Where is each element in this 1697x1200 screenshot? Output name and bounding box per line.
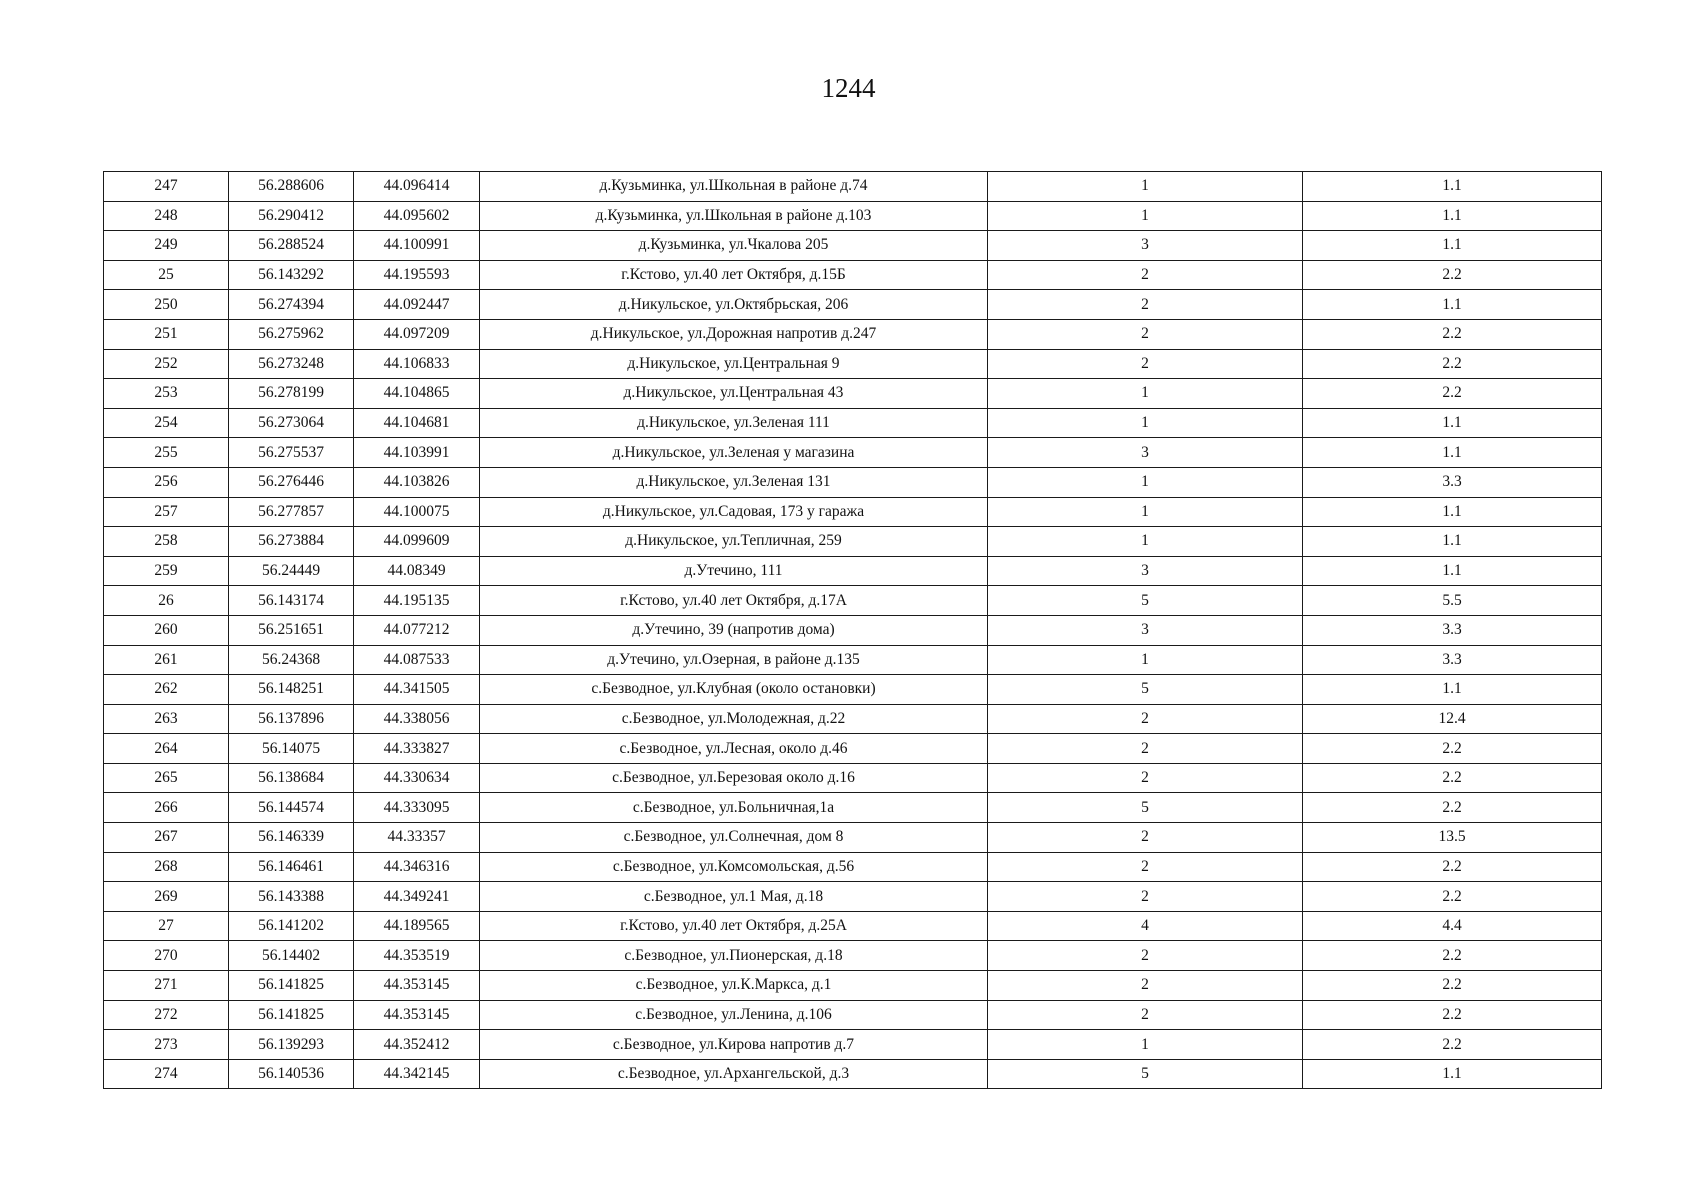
cell-address: д.Никульское, ул.Зеленая у магазина (480, 438, 988, 468)
cell-latitude: 56.273064 (229, 408, 354, 438)
cell-volume: 2.2 (1303, 1030, 1602, 1060)
table-row (104, 1000, 1602, 1030)
cell-longitude: 44.352412 (354, 1030, 480, 1060)
cell-id: 264 (104, 734, 229, 764)
cell-latitude: 56.141202 (229, 911, 354, 941)
cell-latitude: 56.275962 (229, 319, 354, 349)
cell-container-count: 1 (988, 497, 1303, 527)
cell-volume: 1.1 (1303, 1059, 1602, 1089)
cell-id: 248 (104, 201, 229, 231)
cell-longitude: 44.333095 (354, 793, 480, 823)
cell-longitude: 44.353145 (354, 1000, 480, 1030)
cell-address: г.Кстово, ул.40 лет Октября, д.17А (480, 586, 988, 616)
cell-container-count: 2 (988, 882, 1303, 912)
cell-address: д.Утечино, 39 (напротив дома) (480, 615, 988, 645)
cell-longitude: 44.103991 (354, 438, 480, 468)
cell-container-count: 2 (988, 941, 1303, 971)
table-row (104, 556, 1602, 586)
cell-latitude: 56.139293 (229, 1030, 354, 1060)
page-number: 1244 (821, 73, 876, 103)
cell-address: д.Кузьминка, ул.Школьная в районе д.103 (480, 201, 988, 231)
cell-latitude: 56.24368 (229, 645, 354, 675)
cell-latitude: 56.290412 (229, 201, 354, 231)
table-row (104, 823, 1602, 853)
cell-container-count: 4 (988, 911, 1303, 941)
cell-container-count: 5 (988, 793, 1303, 823)
cell-id: 269 (104, 882, 229, 912)
cell-container-count: 2 (988, 260, 1303, 290)
cell-container-count: 1 (988, 201, 1303, 231)
cell-latitude: 56.277857 (229, 497, 354, 527)
cell-latitude: 56.144574 (229, 793, 354, 823)
cell-address: д.Никульское, ул.Центральная 9 (480, 349, 988, 379)
cell-volume: 2.2 (1303, 319, 1602, 349)
cell-longitude: 44.353145 (354, 971, 480, 1001)
cell-longitude: 44.353519 (354, 941, 480, 971)
cell-container-count: 1 (988, 645, 1303, 675)
cell-volume: 5.5 (1303, 586, 1602, 616)
cell-latitude: 56.141825 (229, 1000, 354, 1030)
cell-address: д.Кузьминка, ул.Чкалова 205 (480, 231, 988, 261)
cell-volume: 1.1 (1303, 527, 1602, 557)
table-row (104, 1059, 1602, 1089)
cell-container-count: 2 (988, 763, 1303, 793)
cell-longitude: 44.342145 (354, 1059, 480, 1089)
cell-latitude: 56.148251 (229, 675, 354, 705)
cell-longitude: 44.338056 (354, 704, 480, 734)
table-row (104, 527, 1602, 557)
cell-address: д.Никульское, ул.Тепличная, 259 (480, 527, 988, 557)
cell-id: 247 (104, 172, 229, 202)
cell-volume: 1.1 (1303, 201, 1602, 231)
cell-container-count: 2 (988, 1000, 1303, 1030)
cell-volume: 3.3 (1303, 615, 1602, 645)
cell-address: с.Безводное, ул.Клубная (около остановки) (480, 675, 988, 705)
cell-container-count: 1 (988, 527, 1303, 557)
cell-latitude: 56.273248 (229, 349, 354, 379)
cell-longitude: 44.346316 (354, 852, 480, 882)
table-body (104, 172, 1602, 1089)
cell-longitude: 44.349241 (354, 882, 480, 912)
cell-container-count: 2 (988, 319, 1303, 349)
cell-address: с.Безводное, ул.Молодежная, д.22 (480, 704, 988, 734)
cell-address: с.Безводное, ул.Кирова напротив д.7 (480, 1030, 988, 1060)
cell-latitude: 56.146461 (229, 852, 354, 882)
cell-container-count: 1 (988, 379, 1303, 409)
cell-address: с.Безводное, ул.Пионерская, д.18 (480, 941, 988, 971)
cell-longitude: 44.096414 (354, 172, 480, 202)
cell-id: 258 (104, 527, 229, 557)
cell-container-count: 1 (988, 467, 1303, 497)
cell-address: д.Утечино, 111 (480, 556, 988, 586)
cell-address: д.Никульское, ул.Садовая, 173 у гаража (480, 497, 988, 527)
table-row (104, 467, 1602, 497)
cell-longitude: 44.341505 (354, 675, 480, 705)
cell-address: д.Утечино, ул.Озерная, в районе д.135 (480, 645, 988, 675)
table-row (104, 793, 1602, 823)
cell-id: 26 (104, 586, 229, 616)
cell-longitude: 44.092447 (354, 290, 480, 320)
cell-volume: 4.4 (1303, 911, 1602, 941)
cell-address: с.Безводное, ул.Архангельской, д.3 (480, 1059, 988, 1089)
table-row (104, 586, 1602, 616)
cell-longitude: 44.097209 (354, 319, 480, 349)
cell-volume: 1.1 (1303, 231, 1602, 261)
cell-latitude: 56.138684 (229, 763, 354, 793)
cell-id: 254 (104, 408, 229, 438)
cell-address: с.Безводное, ул.Ленина, д.106 (480, 1000, 988, 1030)
cell-longitude: 44.100075 (354, 497, 480, 527)
cell-id: 268 (104, 852, 229, 882)
cell-longitude: 44.099609 (354, 527, 480, 557)
cell-volume: 1.1 (1303, 438, 1602, 468)
cell-address: с.Безводное, ул.Солнечная, дом 8 (480, 823, 988, 853)
table-row (104, 734, 1602, 764)
cell-address: с.Безводное, ул.Лесная, около д.46 (480, 734, 988, 764)
cell-volume: 2.2 (1303, 852, 1602, 882)
cell-volume: 2.2 (1303, 1000, 1602, 1030)
table-row (104, 852, 1602, 882)
cell-container-count: 5 (988, 675, 1303, 705)
cell-id: 262 (104, 675, 229, 705)
cell-container-count: 2 (988, 349, 1303, 379)
cell-address: д.Никульское, ул.Зеленая 131 (480, 467, 988, 497)
cell-container-count: 2 (988, 852, 1303, 882)
table-row (104, 290, 1602, 320)
cell-latitude: 56.24449 (229, 556, 354, 586)
cell-container-count: 2 (988, 823, 1303, 853)
cell-id: 249 (104, 231, 229, 261)
cell-id: 263 (104, 704, 229, 734)
cell-latitude: 56.140536 (229, 1059, 354, 1089)
cell-id: 25 (104, 260, 229, 290)
cell-address: с.Безводное, ул.1 Мая, д.18 (480, 882, 988, 912)
cell-volume: 3.3 (1303, 467, 1602, 497)
cell-volume: 2.2 (1303, 349, 1602, 379)
cell-container-count: 5 (988, 586, 1303, 616)
cell-latitude: 56.251651 (229, 615, 354, 645)
cell-latitude: 56.288524 (229, 231, 354, 261)
cell-address: д.Никульское, ул.Октябрьская, 206 (480, 290, 988, 320)
cell-latitude: 56.275537 (229, 438, 354, 468)
cell-latitude: 56.14402 (229, 941, 354, 971)
cell-container-count: 5 (988, 1059, 1303, 1089)
table-row (104, 971, 1602, 1001)
cell-volume: 2.2 (1303, 734, 1602, 764)
cell-volume: 1.1 (1303, 408, 1602, 438)
cell-container-count: 1 (988, 408, 1303, 438)
cell-id: 261 (104, 645, 229, 675)
cell-id: 267 (104, 823, 229, 853)
table-row (104, 941, 1602, 971)
cell-volume: 12.4 (1303, 704, 1602, 734)
cell-container-count: 1 (988, 1030, 1303, 1060)
cell-container-count: 3 (988, 231, 1303, 261)
cell-address: с.Безводное, ул.К.Маркса, д.1 (480, 971, 988, 1001)
table-row (104, 438, 1602, 468)
cell-address: с.Безводное, ул.Больничная,1а (480, 793, 988, 823)
table-row (104, 882, 1602, 912)
cell-container-count: 2 (988, 704, 1303, 734)
cell-volume: 1.1 (1303, 675, 1602, 705)
cell-id: 265 (104, 763, 229, 793)
table-row (104, 704, 1602, 734)
cell-volume: 2.2 (1303, 793, 1602, 823)
table-row (104, 497, 1602, 527)
cell-address: г.Кстово, ул.40 лет Октября, д.15Б (480, 260, 988, 290)
cell-volume: 1.1 (1303, 497, 1602, 527)
cell-address: д.Никульское, ул.Центральная 43 (480, 379, 988, 409)
cell-longitude: 44.333827 (354, 734, 480, 764)
table-row (104, 408, 1602, 438)
cell-id: 27 (104, 911, 229, 941)
table-row (104, 201, 1602, 231)
cell-volume: 1.1 (1303, 172, 1602, 202)
cell-address: д.Никульское, ул.Дорожная напротив д.247 (480, 319, 988, 349)
cell-latitude: 56.274394 (229, 290, 354, 320)
cell-longitude: 44.195135 (354, 586, 480, 616)
cell-id: 257 (104, 497, 229, 527)
cell-longitude: 44.189565 (354, 911, 480, 941)
cell-container-count: 3 (988, 556, 1303, 586)
cell-longitude: 44.08349 (354, 556, 480, 586)
cell-address: с.Безводное, ул.Березовая около д.16 (480, 763, 988, 793)
cell-id: 250 (104, 290, 229, 320)
cell-longitude: 44.077212 (354, 615, 480, 645)
data-table (103, 171, 1602, 1089)
cell-latitude: 56.146339 (229, 823, 354, 853)
cell-container-count: 3 (988, 615, 1303, 645)
cell-latitude: 56.137896 (229, 704, 354, 734)
cell-latitude: 56.278199 (229, 379, 354, 409)
cell-id: 274 (104, 1059, 229, 1089)
table-row (104, 172, 1602, 202)
cell-volume: 1.1 (1303, 290, 1602, 320)
table-row (104, 379, 1602, 409)
cell-id: 273 (104, 1030, 229, 1060)
cell-longitude: 44.104681 (354, 408, 480, 438)
cell-id: 272 (104, 1000, 229, 1030)
cell-latitude: 56.273884 (229, 527, 354, 557)
cell-volume: 1.1 (1303, 556, 1602, 586)
cell-latitude: 56.143292 (229, 260, 354, 290)
cell-longitude: 44.100991 (354, 231, 480, 261)
cell-longitude: 44.330634 (354, 763, 480, 793)
cell-volume: 13.5 (1303, 823, 1602, 853)
cell-volume: 2.2 (1303, 260, 1602, 290)
cell-volume: 2.2 (1303, 379, 1602, 409)
cell-latitude: 56.141825 (229, 971, 354, 1001)
cell-id: 256 (104, 467, 229, 497)
cell-volume: 3.3 (1303, 645, 1602, 675)
table-row (104, 645, 1602, 675)
cell-latitude: 56.276446 (229, 467, 354, 497)
cell-address: д.Кузьминка, ул.Школьная в районе д.74 (480, 172, 988, 202)
cell-volume: 2.2 (1303, 763, 1602, 793)
cell-volume: 2.2 (1303, 971, 1602, 1001)
table-row (104, 349, 1602, 379)
table-row (104, 319, 1602, 349)
cell-address: д.Никульское, ул.Зеленая 111 (480, 408, 988, 438)
table-row (104, 231, 1602, 261)
cell-id: 253 (104, 379, 229, 409)
cell-container-count: 1 (988, 172, 1303, 202)
cell-longitude: 44.33357 (354, 823, 480, 853)
cell-id: 260 (104, 615, 229, 645)
cell-id: 270 (104, 941, 229, 971)
cell-longitude: 44.095602 (354, 201, 480, 231)
table-row (104, 1030, 1602, 1060)
cell-container-count: 2 (988, 971, 1303, 1001)
cell-address: г.Кстово, ул.40 лет Октября, д.25А (480, 911, 988, 941)
cell-volume: 2.2 (1303, 941, 1602, 971)
cell-longitude: 44.106833 (354, 349, 480, 379)
cell-latitude: 56.143388 (229, 882, 354, 912)
cell-longitude: 44.104865 (354, 379, 480, 409)
table-row (104, 260, 1602, 290)
cell-latitude: 56.14075 (229, 734, 354, 764)
cell-longitude: 44.087533 (354, 645, 480, 675)
cell-longitude: 44.103826 (354, 467, 480, 497)
cell-id: 251 (104, 319, 229, 349)
cell-container-count: 2 (988, 290, 1303, 320)
cell-volume: 2.2 (1303, 882, 1602, 912)
cell-id: 271 (104, 971, 229, 1001)
cell-latitude: 56.143174 (229, 586, 354, 616)
table-row (104, 615, 1602, 645)
cell-latitude: 56.288606 (229, 172, 354, 202)
table-row (104, 675, 1602, 705)
table-row (104, 911, 1602, 941)
cell-id: 255 (104, 438, 229, 468)
cell-id: 259 (104, 556, 229, 586)
cell-longitude: 44.195593 (354, 260, 480, 290)
table-row (104, 763, 1602, 793)
cell-id: 252 (104, 349, 229, 379)
cell-container-count: 2 (988, 734, 1303, 764)
cell-container-count: 3 (988, 438, 1303, 468)
cell-id: 266 (104, 793, 229, 823)
cell-address: с.Безводное, ул.Комсомольская, д.56 (480, 852, 988, 882)
